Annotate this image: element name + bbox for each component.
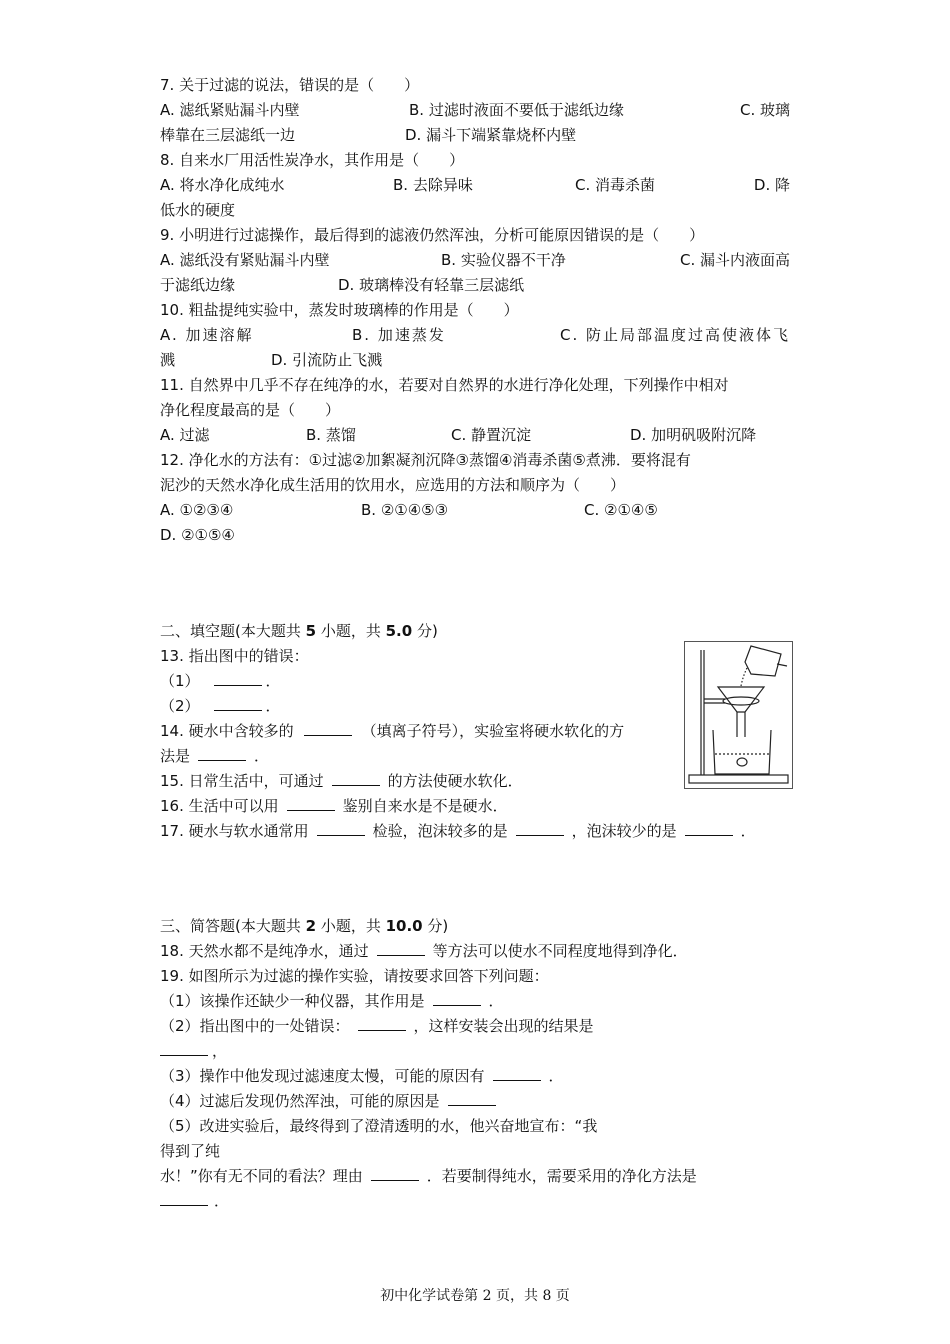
q19-sub-5-cont: 得到了纯 xyxy=(160,1142,221,1160)
q12-option-c: C. ②①④⑤ xyxy=(584,501,658,519)
section-3-heading: 三、简答题(本大题共 2 小题，共 10.0 分) xyxy=(160,917,449,935)
q12-option-b: B. ②①④⑤③ xyxy=(361,501,449,519)
q9-option-c-cont: 于滤纸边缘 xyxy=(160,276,236,294)
q11-option-c: C. 静置沉淀 xyxy=(451,426,532,444)
q10-stem: 10. 粗盐提纯实验中，蒸发时玻璃棒的作用是（ ） xyxy=(160,301,519,319)
q16-line: 16. 生活中可以用 鉴别自来水是不是硬水． xyxy=(160,794,508,818)
answer-blank[interactable] xyxy=(685,819,733,836)
q10-option-a: A. 加速溶解 xyxy=(160,326,254,344)
pouring-beaker xyxy=(745,646,781,676)
q12-stem: 12. 净化水的方法有：①过滤②加絮凝剂沉降③蒸馏④消毒杀菌⑤煮沸．要将混有 xyxy=(160,451,691,469)
q8-option-d-cont: 低水的硬度 xyxy=(160,201,236,219)
answer-blank[interactable] xyxy=(160,1039,208,1056)
filtration-apparatus-figure xyxy=(684,641,793,789)
q8-option-a: A. 将水净化成纯水 xyxy=(160,176,285,194)
q19-sub-2: （2）指出图中的一处错误： ，这样安装会出现的结果是 xyxy=(160,1014,594,1038)
q9-option-d: D. 玻璃棒没有轻靠三层滤纸 xyxy=(338,276,525,294)
q15-line: 15. 日常生活中，可通过 的方法使硬水软化． xyxy=(160,769,523,793)
q19-sub-5: （5）改进实验后，最终得到了澄清透明的水，他兴奋地宣布：“我 xyxy=(160,1117,598,1135)
answer-blank[interactable] xyxy=(377,939,425,956)
answer-blank[interactable] xyxy=(304,719,352,736)
q14-line-2: 法是 ． xyxy=(160,744,269,768)
q19-sub-1: （1）该操作还缺少一种仪器，其作用是 ． xyxy=(160,989,504,1013)
answer-blank[interactable] xyxy=(160,1189,208,1206)
page-footer: 初中化学试卷第 2 页，共 8 页 xyxy=(380,1288,570,1304)
q8-option-d: D. 降 xyxy=(753,176,790,194)
answer-blank[interactable] xyxy=(287,794,335,811)
answer-blank[interactable] xyxy=(214,694,262,711)
answer-blank[interactable] xyxy=(371,1164,419,1181)
answer-blank[interactable] xyxy=(516,819,564,836)
q10-option-d: D. 引流防止飞溅 xyxy=(271,351,383,369)
q7-option-b: B. 过滤时液面不要低于滤纸边缘 xyxy=(409,101,624,119)
answer-blank[interactable] xyxy=(317,819,365,836)
section-2-heading: 二、填空题(本大题共 5 小题，共 5.0 分) xyxy=(160,622,438,640)
answer-blank[interactable] xyxy=(433,989,481,1006)
q12-option-a: A. ①②③④ xyxy=(160,501,234,519)
q11-stem: 11. 自然界中几乎不存在纯净的水，若要对自然界的水进行净化处理，下列操作中相对 xyxy=(160,376,729,394)
q9-stem: 9. 小明进行过滤操作，最后得到的滤液仍然浑浊，分析可能原因错误的是（ ） xyxy=(160,226,705,244)
q18-line: 18. 天然水都不是纯净水，通过 等方法可以使水不同程度地得到净化． xyxy=(160,939,688,963)
q7-stem: 7. 关于过滤的说法，错误的是（ ） xyxy=(160,76,420,94)
q9-option-b: B. 实验仪器不干净 xyxy=(441,251,566,269)
q11-option-d: D. 加明矾吸附沉降 xyxy=(630,426,757,444)
q8-option-b: B. 去除异味 xyxy=(393,176,473,194)
answer-blank[interactable] xyxy=(493,1064,541,1081)
q11-stem-cont: 净化程度最高的是（ ） xyxy=(160,401,341,419)
q19-sub-2-cont: ， xyxy=(160,1039,227,1063)
q7-option-a: A. 滤纸紧贴漏斗内壁 xyxy=(160,101,300,119)
q19-sub-5-cont-2: 水！”你有无不同的看法？理由 ．若要制得纯水，需要采用的净化方法是 xyxy=(160,1164,697,1188)
q19-sub-5-cont-3: ． xyxy=(160,1189,229,1213)
q17-line: 17. 硬水与软水通常用 检验，泡沫较多的是 ，泡沫较少的是 ． xyxy=(160,819,756,843)
q13-blank-2: （2） ． xyxy=(160,694,281,718)
q10-option-b: B. 加速蒸发 xyxy=(352,326,446,344)
q8-option-c: C. 消毒杀菌 xyxy=(575,176,656,194)
q9-option-a: A. 滤纸没有紧贴漏斗内壁 xyxy=(160,251,330,269)
answer-blank[interactable] xyxy=(198,744,246,761)
q8-stem: 8. 自来水厂用活性炭净水，其作用是（ ） xyxy=(160,151,465,169)
answer-blank[interactable] xyxy=(332,769,380,786)
q12-stem-cont: 泥沙的天然水净化成生活用的饮用水，应选用的方法和顺序为（ ） xyxy=(160,476,626,494)
q10-option-c-cont: 溅 xyxy=(160,351,176,369)
q12-option-d: D. ②①⑤④ xyxy=(160,526,235,544)
q13-blank-1: （1） ． xyxy=(160,669,281,693)
q19-sub-3: （3）操作中他发现过滤速度太慢，可能的原因有 ． xyxy=(160,1064,564,1088)
q13-stem: 13. 指出图中的错误： xyxy=(160,647,309,665)
q7-option-c: C. 玻璃 xyxy=(739,101,790,119)
q11-option-a: A. 过滤 xyxy=(160,426,210,444)
q7-option-d: D. 漏斗下端紧靠烧杯内壁 xyxy=(405,126,577,144)
q10-option-c: C. 防止局部温度过高使液体飞 xyxy=(559,326,790,344)
q14-line-1: 14. 硬水中含较多的 （填离子符号），实验室将硬水软化的方 xyxy=(160,719,624,743)
answer-blank[interactable] xyxy=(448,1089,496,1106)
q7-option-c-cont: 棒靠在三层滤纸一边 xyxy=(160,126,296,144)
q19-sub-4: （4）过滤后发现仍然浑浊，可能的原因是 xyxy=(160,1089,504,1113)
answer-blank[interactable] xyxy=(214,669,262,686)
q19-stem: 19. 如图所示为过滤的操作实验，请按要求回答下列问题： xyxy=(160,967,549,985)
stand-base xyxy=(689,775,788,783)
q11-option-b: B. 蒸馏 xyxy=(306,426,356,444)
beaker xyxy=(713,730,771,774)
filtration-apparatus-drawing xyxy=(685,642,792,788)
answer-blank[interactable] xyxy=(358,1014,406,1031)
q9-option-c: C. 漏斗内液面高 xyxy=(679,251,790,269)
